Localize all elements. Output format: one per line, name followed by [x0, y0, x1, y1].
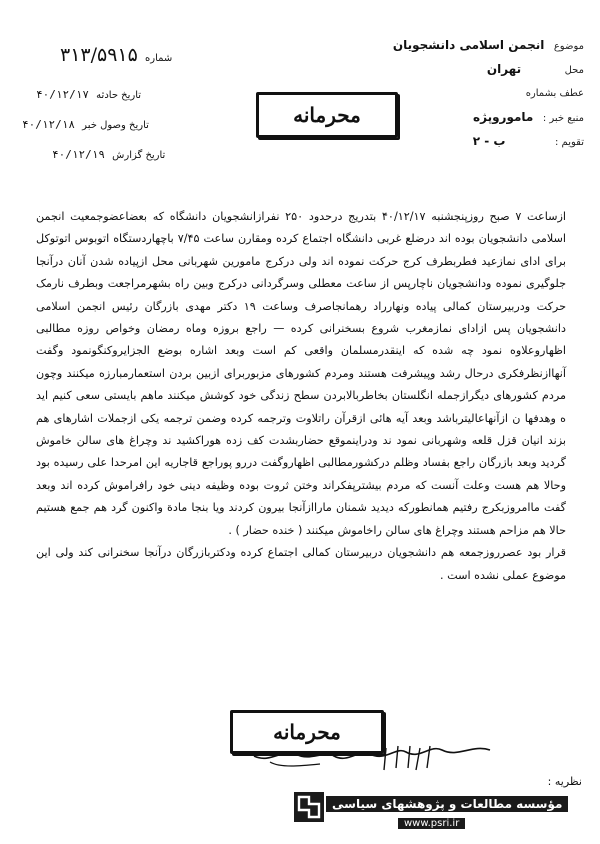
- source-row: [473, 110, 584, 124]
- place-label: محل: [564, 65, 584, 76]
- comment-label: نظریه :: [547, 775, 582, 788]
- report-date-row: [52, 148, 165, 161]
- subject-value: انجمن اسلامی دانشجویان: [392, 38, 545, 52]
- event-date-value: ۴۰/۱۲/۱۷: [36, 88, 89, 101]
- number-value: ۳۱۳/۵۹۱۵: [60, 44, 138, 66]
- calendar-label: تقویم :: [555, 137, 584, 148]
- report-paragraph-1: ازساعت ۷ صبح روزپنجشنبه ۴۰/۱۲/۱۷ بتدریج درحدود ۲۵۰ نفرازانشجویان دانشگاه که بعضاعضوجمعیت انجمن اسلامی دانشجویان بوده اند درضلع غربی دانشگاه اجتماع کرده ومقارن ساعت ۷/۴۵ باچهاردستگاه اتوبوس اتوتوکل برای ادای نمازعید فطربطرف کرج حرکت نموده اند ولی درکرج مامورین شهربانی محل ازپیاده شدن آنان درآنجا جلوگیری نموده ودانشجویان ناچارپس از ساعت معطلی وسرگردانی درکرج وبین راه بشهرمراجعت وبطرف نارمک حرکت ودربیرستان کمالی پیاده ونهارراد رهمانجاصرف وساعت ۱۹ دکتر مهدی بازرگان رئیس انجمن اسلامی دانشجویان پس ازادای نمازمغرب شروع بسخنرانی کرده — راجع بروزه وماه رمضان وخواص روزه مطالبی اظهاروعلاوه نمود چه شده که اینقدرمسلمان واقعی کم است وبعد اشاره بوضع الجزایروکنگونمود وگفت آنهاازنظرفکری درحال رشد وپیشرفت هستند ومردم کشورهای مزبوربرای ازبین بردن استعمارمبارزه میکنند وچون مردم کشورهای دیگرازجمله انگلستان بخاطربالابردن سطح زندگی خود کوشش میکنند ماهم بایستی سعی کنیم اید ه وهدفها ن ازآنهاعالیترباشد وبعد آیه هائی ازقرآن راتلاوت وترجمه کرده وضمن ترجمه یکی ازجملات اشارهای هم بزند انیان قزل قلعه وشهربانی نمود ند ودراینموقع حضاربشدت کف زده هوراکشید ند وچراغ های سالن خاموش گردید وبعد بازرگان راجع بفساد وظلم درکشورمطالبی اظهاروگفت دررو پوراجع قاجاریه این امرحدا علی رسیده بود وحالا هم هست وعلت آنست که مردم بیشترپفکراند وختن ثروت بوده وظیفه دینی خود رافراموش کرده اند وبعد گفت ماامروزبکرج رفتیم همانطورکه دیدید شمنان ماراازآنجا بیرون کردند ویا بنجا مادة واکنون گرد هم جمع هستیم حالا هم مزاحم هستند وچراغ های سالن راخاموش میکنند ( خنده حضار ) .: [36, 210, 567, 537]
- subject-label: موضوع: [553, 41, 584, 52]
- report-date-label: تاریخ گزارش: [112, 150, 166, 161]
- report-body: [36, 206, 566, 587]
- place-row: [487, 62, 584, 76]
- number-row: [60, 44, 172, 66]
- confidential-stamp-top: محرمانه: [256, 92, 398, 138]
- place-value: تهران: [486, 62, 522, 76]
- received-date-row: [22, 118, 149, 131]
- subject-row: [393, 38, 584, 52]
- institute-name: مؤسسه مطالعات و پژوهشهای سیاسی: [326, 796, 568, 812]
- number-label: شماره: [145, 53, 173, 64]
- ref-row: [526, 86, 584, 99]
- ref-label: عطف بشماره: [525, 88, 584, 99]
- source-value: ماموروپژه: [473, 110, 534, 124]
- calendar-value: ب - ۲: [472, 134, 506, 148]
- report-date-value: ۴۰/۱۲/۱۹: [52, 148, 105, 161]
- event-date-label: تاریخ حادثه: [96, 90, 142, 101]
- received-date-value: ۴۰/۱۲/۱۸: [22, 118, 75, 131]
- handwritten-signature: [210, 742, 500, 772]
- institute-logo-icon: [294, 792, 324, 822]
- source-label: منبع خبر :: [542, 113, 584, 124]
- report-paragraph-2: قرار بود عصرروزجمعه هم دانشجویان دربیرستان کمالی اجتماع کرده ودکتربازرگان درآنجا سخنرانی کند ولی این موضوع عملی نشده است .: [36, 546, 566, 582]
- calendar-row: [473, 134, 584, 148]
- event-date-row: [36, 88, 141, 101]
- institute-url: www.psri.ir: [398, 818, 465, 829]
- received-date-label: تاریخ وصول خبر: [82, 120, 149, 131]
- confidential-stamp-bottom: محرمانه: [230, 710, 384, 754]
